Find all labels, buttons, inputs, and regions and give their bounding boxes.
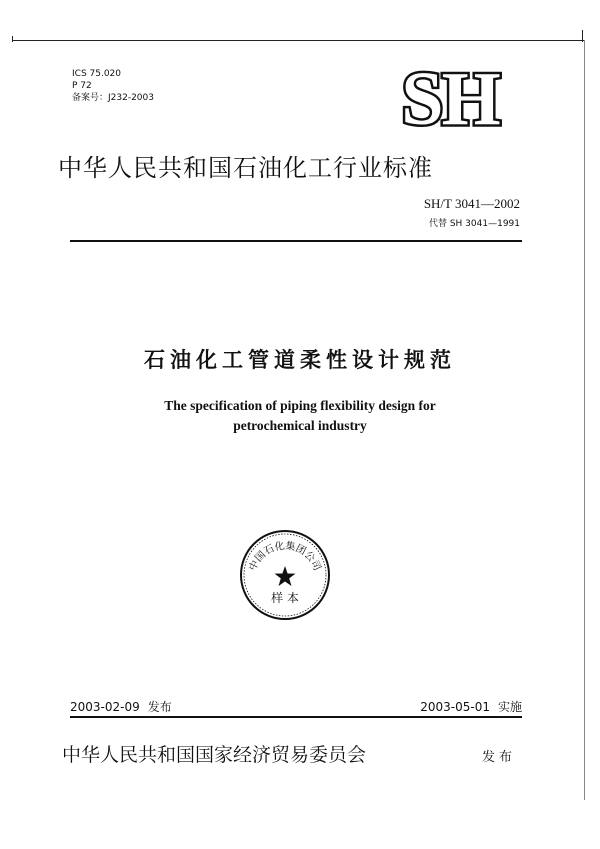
star-icon	[275, 566, 296, 586]
date-row	[70, 698, 522, 716]
implement-date: 2003-05-01	[420, 700, 490, 714]
filing-number: 备案号：J232-2003	[72, 93, 154, 103]
classification-block	[72, 68, 154, 104]
ics-code: ICS 75.020	[72, 69, 122, 79]
standard-number: SH/T 3041—2002	[423, 196, 520, 211]
sample-seal-stamp	[238, 528, 332, 622]
category-code: P 72	[72, 81, 92, 91]
page-frame-top-rule	[12, 40, 584, 41]
document-title-en	[0, 396, 600, 436]
replaces-standard: 代替 SH 3041—1991	[428, 219, 520, 229]
document-title-en-line2: petrochemical industry	[233, 418, 367, 433]
issue-label: 发布	[482, 750, 517, 765]
document-title-cn: 石油化工管道柔性设计规范	[144, 348, 456, 372]
sh-logo	[390, 62, 510, 134]
bottom-divider	[70, 716, 522, 718]
publish-label: 发布	[147, 700, 172, 714]
seal-ring-text: 中国石化集团公司	[247, 540, 323, 573]
seal-center-text: 样 本	[271, 591, 299, 605]
implement-date-group	[420, 698, 522, 715]
issuing-authority: 中华人民共和国国家经济贸易委员会	[62, 744, 367, 766]
top-divider	[70, 240, 522, 242]
page-frame-tick-left	[12, 36, 13, 42]
publish-date-group	[70, 698, 172, 715]
page-frame-tick-right	[582, 30, 583, 42]
publish-date: 2003-02-09	[70, 700, 140, 714]
sh-logo-text: SH	[401, 62, 499, 134]
standard-category-title: 中华人民共和国石油化工行业标准	[58, 154, 433, 182]
standard-code-block	[424, 196, 520, 229]
document-title-en-line1: The specification of piping flexibility design for	[164, 398, 436, 413]
implement-label: 实施	[497, 700, 522, 714]
